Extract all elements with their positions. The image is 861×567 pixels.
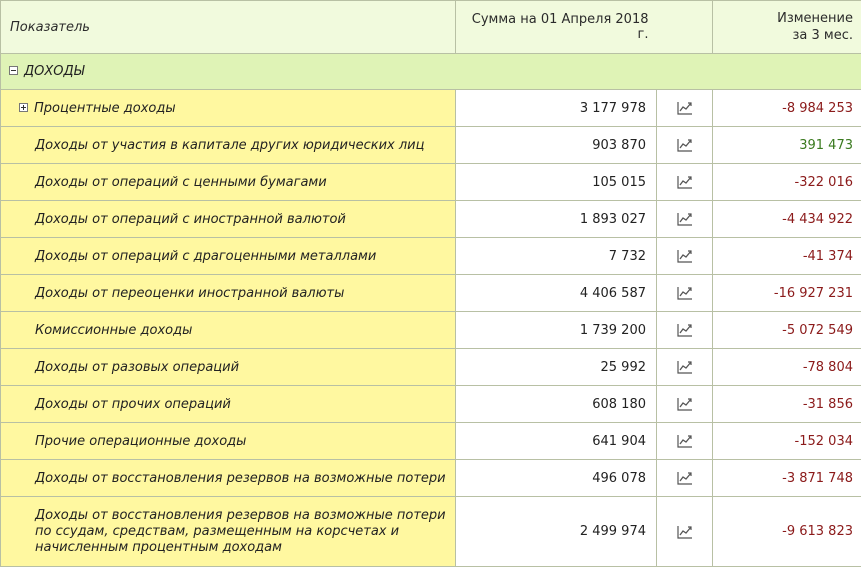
row-name: Доходы от переоценки иностранной валюты	[35, 286, 344, 301]
line-chart-icon[interactable]	[677, 471, 693, 485]
row-name: Прочие операционные доходы	[35, 434, 246, 449]
column-header-indicator[interactable]: Показатель	[1, 1, 456, 54]
table-row[interactable]	[1, 275, 861, 312]
table-row[interactable]	[1, 164, 861, 201]
table-row[interactable]	[1, 497, 861, 567]
row-change: -31 856	[713, 386, 861, 423]
column-header-sum[interactable]: Сумма на 01 Апреля 2018 г.	[456, 1, 657, 54]
row-name: Доходы от восстановления резервов на возможные потери	[35, 471, 446, 486]
row-chart-cell[interactable]	[657, 238, 713, 275]
row-sum: 496 078	[456, 460, 657, 497]
row-name-cell[interactable]	[1, 164, 456, 201]
table-row[interactable]	[1, 201, 861, 238]
row-change: -9 613 823	[713, 497, 861, 567]
line-chart-icon[interactable]	[677, 138, 693, 152]
table-row[interactable]	[1, 349, 861, 386]
table-row[interactable]	[1, 312, 861, 349]
row-change: -4 434 922	[713, 201, 861, 238]
row-chart-cell[interactable]	[657, 423, 713, 460]
line-chart-icon[interactable]	[677, 434, 693, 448]
expand-plus-icon[interactable]	[19, 103, 28, 112]
row-chart-cell[interactable]	[657, 275, 713, 312]
row-name-cell[interactable]	[1, 275, 456, 312]
row-chart-cell[interactable]	[657, 127, 713, 164]
row-sum: 105 015	[456, 164, 657, 201]
row-name-cell[interactable]	[1, 238, 456, 275]
table-row[interactable]	[1, 90, 861, 127]
row-name: Доходы от операций с ценными бумагами	[35, 175, 327, 190]
row-chart-cell[interactable]	[657, 312, 713, 349]
row-change: -5 072 549	[713, 312, 861, 349]
row-name: Доходы от операций с иностранной валютой	[35, 212, 346, 227]
change-header-line1: Изменение	[777, 11, 853, 26]
row-sum: 2 499 974	[456, 497, 657, 567]
row-name: Доходы от разовых операций	[35, 360, 239, 375]
row-change: -16 927 231	[713, 275, 861, 312]
row-chart-cell[interactable]	[657, 460, 713, 497]
row-sum: 4 406 587	[456, 275, 657, 312]
column-header-change[interactable]	[713, 1, 861, 54]
row-name: Доходы от восстановления резервов на возможные потери по ссудам, средствам, размещенным на корсчетах и начисленным процентным доходам	[35, 508, 446, 555]
table-row[interactable]	[1, 127, 861, 164]
row-name: Доходы от операций с драгоценными металлами	[35, 249, 376, 264]
table-row[interactable]	[1, 386, 861, 423]
row-chart-cell[interactable]	[657, 386, 713, 423]
row-name-cell[interactable]	[1, 386, 456, 423]
row-name-cell[interactable]	[1, 349, 456, 386]
row-change: -3 871 748	[713, 460, 861, 497]
table-header-row	[1, 1, 861, 54]
row-change: -41 374	[713, 238, 861, 275]
row-change: -8 984 253	[713, 90, 861, 127]
row-name-cell[interactable]	[1, 460, 456, 497]
row-sum: 1 893 027	[456, 201, 657, 238]
row-chart-cell[interactable]	[657, 201, 713, 238]
row-sum: 3 177 978	[456, 90, 657, 127]
row-sum: 25 992	[456, 349, 657, 386]
row-chart-cell[interactable]	[657, 497, 713, 567]
row-change: -322 016	[713, 164, 861, 201]
line-chart-icon[interactable]	[677, 525, 693, 539]
collapse-minus-icon[interactable]	[9, 66, 18, 75]
row-sum: 7 732	[456, 238, 657, 275]
row-sum: 641 904	[456, 423, 657, 460]
row-chart-cell[interactable]	[657, 349, 713, 386]
row-sum: 608 180	[456, 386, 657, 423]
row-name-cell[interactable]	[1, 497, 456, 567]
table-row[interactable]	[1, 460, 861, 497]
column-header-chart	[657, 1, 713, 54]
line-chart-icon[interactable]	[677, 323, 693, 337]
row-change: -78 804	[713, 349, 861, 386]
row-name-cell[interactable]	[1, 127, 456, 164]
section-cell[interactable]	[1, 54, 861, 90]
change-header-line2: за 3 мес.	[793, 28, 854, 43]
table-row[interactable]	[1, 238, 861, 275]
row-change: 391 473	[713, 127, 861, 164]
line-chart-icon[interactable]	[677, 286, 693, 300]
row-name-cell[interactable]	[1, 90, 456, 127]
line-chart-icon[interactable]	[677, 101, 693, 115]
row-name-cell[interactable]	[1, 312, 456, 349]
table-body	[1, 90, 861, 567]
row-name-cell[interactable]	[1, 423, 456, 460]
row-sum: 1 739 200	[456, 312, 657, 349]
section-label: ДОХОДЫ	[24, 64, 84, 79]
row-sum: 903 870	[456, 127, 657, 164]
line-chart-icon[interactable]	[677, 175, 693, 189]
row-chart-cell[interactable]	[657, 164, 713, 201]
table-row[interactable]	[1, 423, 861, 460]
row-chart-cell[interactable]	[657, 90, 713, 127]
row-name: Процентные доходы	[34, 101, 176, 116]
line-chart-icon[interactable]	[677, 360, 693, 374]
row-name: Комиссионные доходы	[35, 323, 192, 338]
line-chart-icon[interactable]	[677, 212, 693, 226]
row-name: Доходы от участия в капитале других юридических лиц	[35, 138, 424, 153]
line-chart-icon[interactable]	[677, 397, 693, 411]
section-row-income[interactable]	[1, 54, 861, 90]
row-change: -152 034	[713, 423, 861, 460]
row-name-cell[interactable]	[1, 201, 456, 238]
row-name: Доходы от прочих операций	[35, 397, 231, 412]
line-chart-icon[interactable]	[677, 249, 693, 263]
